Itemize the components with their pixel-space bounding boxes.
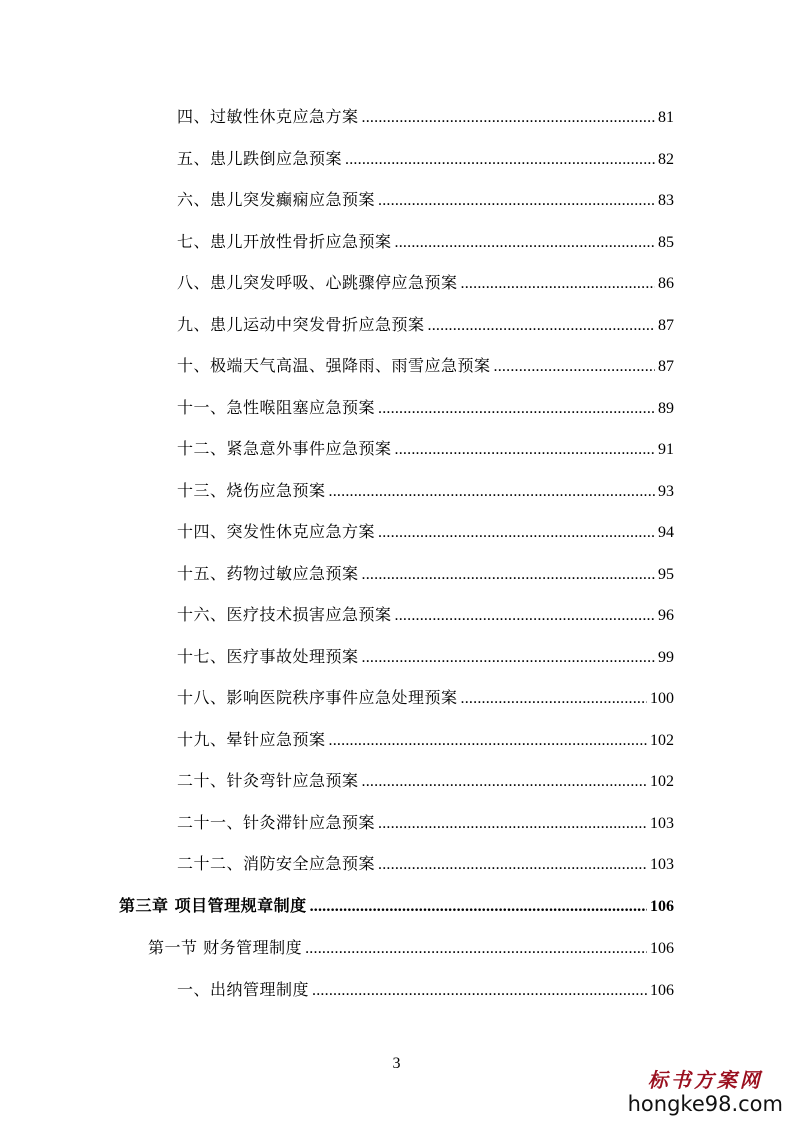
toc-entry-title: 十四、突发性休克应急方案 xyxy=(177,522,376,541)
toc-entry[interactable] xyxy=(177,148,674,171)
toc-entry[interactable] xyxy=(177,604,674,627)
toc-entry-page: 82 xyxy=(658,151,674,168)
toc-dot-leader xyxy=(461,688,647,710)
toc-dot-leader xyxy=(378,398,655,420)
toc-dot-leader xyxy=(461,273,655,295)
toc-entry[interactable] xyxy=(177,521,674,544)
toc-entry[interactable] xyxy=(177,231,674,254)
watermark xyxy=(628,1068,783,1116)
toc-dot-leader xyxy=(362,647,655,669)
toc-entry-page: 89 xyxy=(658,400,674,417)
page-number: 3 xyxy=(392,1055,401,1072)
toc-dot-leader xyxy=(310,896,647,918)
toc-entry-page: 86 xyxy=(658,275,674,292)
toc-entry-title: 十八、影响医院秩序事件应急处理预案 xyxy=(177,688,458,707)
toc-entry[interactable] xyxy=(177,106,674,129)
toc-dot-leader xyxy=(362,107,655,129)
toc-entry[interactable] xyxy=(177,397,674,420)
toc-dot-leader xyxy=(312,980,647,1002)
toc-dot-leader xyxy=(345,149,655,171)
toc-entry-page: 81 xyxy=(658,109,674,126)
toc-entry[interactable] xyxy=(177,189,674,212)
toc-entry[interactable] xyxy=(177,853,674,876)
toc-entry-title: 四、过敏性休克应急方案 xyxy=(177,107,359,126)
toc-entry[interactable] xyxy=(177,563,674,586)
toc-entry[interactable] xyxy=(177,355,674,378)
toc-entry[interactable] xyxy=(177,438,674,461)
toc-dot-leader xyxy=(329,730,647,752)
toc-dot-leader xyxy=(494,356,655,378)
toc-entry-title: 八、患儿突发呼吸、心跳骤停应急预案 xyxy=(177,273,458,292)
toc-entry-title: 十七、医疗事故处理预案 xyxy=(177,647,359,666)
toc-entry-page: 102 xyxy=(650,732,674,749)
toc-entry-title: 十九、晕针应急预案 xyxy=(177,730,326,749)
toc-entry-page: 102 xyxy=(650,773,674,790)
toc-dot-leader xyxy=(395,605,655,627)
toc-entry-title: 九、患儿运动中突发骨折应急预案 xyxy=(177,315,425,334)
toc-entry-title: 十二、紧急意外事件应急预案 xyxy=(177,439,392,458)
toc-entry[interactable] xyxy=(177,314,674,337)
toc-entry-page: 99 xyxy=(658,649,674,666)
toc-dot-leader xyxy=(395,439,655,461)
toc-entry-page: 100 xyxy=(650,690,674,707)
toc-entry[interactable] xyxy=(177,729,674,752)
toc-entry-title: 六、患儿突发癫痫应急预案 xyxy=(177,190,376,209)
toc-entry-title: 第一节 财务管理制度 xyxy=(148,938,303,957)
toc-entry-page: 106 xyxy=(650,898,674,915)
toc-entry-page: 83 xyxy=(658,192,674,209)
toc-entry-title: 十一、急性喉阻塞应急预案 xyxy=(177,398,376,417)
toc-dot-leader xyxy=(428,315,655,337)
toc-chapter-entry[interactable] xyxy=(119,895,674,918)
toc-entry-page: 106 xyxy=(650,940,674,957)
toc-dot-leader xyxy=(305,938,647,960)
toc-entry-page: 85 xyxy=(658,234,674,251)
toc-entry-page: 95 xyxy=(658,566,674,583)
toc-entry-title: 二十二、消防安全应急预案 xyxy=(177,854,376,873)
toc-entry[interactable] xyxy=(177,646,674,669)
toc-entry-page: 94 xyxy=(658,524,674,541)
toc-entry-title: 十三、烧伤应急预案 xyxy=(177,481,326,500)
toc-entry[interactable] xyxy=(177,480,674,503)
toc-dot-leader xyxy=(329,481,655,503)
toc-entry-page: 91 xyxy=(658,441,674,458)
toc-entry-title: 十六、医疗技术损害应急预案 xyxy=(177,605,392,624)
watermark-url: hongke98.com xyxy=(627,1092,783,1116)
toc-entry-page: 96 xyxy=(658,607,674,624)
toc-dot-leader xyxy=(395,232,655,254)
toc-entry-title: 二十、针灸弯针应急预案 xyxy=(177,771,359,790)
toc-entry-page: 87 xyxy=(658,358,674,375)
toc-dot-leader xyxy=(362,564,655,586)
toc-entry-title: 二十一、针灸滞针应急预案 xyxy=(177,813,376,832)
toc-entry-title: 十、极端天气高温、强降雨、雨雪应急预案 xyxy=(177,356,491,375)
toc-entry-title: 第三章 项目管理规章制度 xyxy=(119,896,307,915)
toc-entry[interactable] xyxy=(177,272,674,295)
toc-dot-leader xyxy=(378,813,647,835)
toc-entry-page: 103 xyxy=(650,856,674,873)
toc-dot-leader xyxy=(378,522,655,544)
toc-entry-title: 一、出纳管理制度 xyxy=(177,980,310,999)
toc-entry-page: 93 xyxy=(658,483,674,500)
watermark-site-name: 标书方案网 xyxy=(647,1068,763,1092)
toc-entry-title: 五、患儿跌倒应急预案 xyxy=(177,149,343,168)
toc-entry-title: 十五、药物过敏应急预案 xyxy=(177,564,359,583)
toc-entry-page: 106 xyxy=(650,982,674,999)
toc-section-entry[interactable] xyxy=(148,937,674,960)
toc-entry[interactable] xyxy=(177,812,674,835)
toc-dot-leader xyxy=(378,854,647,876)
toc-entry-title: 七、患儿开放性骨折应急预案 xyxy=(177,232,392,251)
toc-dot-leader xyxy=(362,771,647,793)
toc-entry-page: 103 xyxy=(650,815,674,832)
toc-entry[interactable] xyxy=(177,687,674,710)
toc-entry[interactable] xyxy=(177,979,674,1002)
toc-entry[interactable] xyxy=(177,770,674,793)
toc-dot-leader xyxy=(378,190,655,212)
toc-entry-page: 87 xyxy=(658,317,674,334)
